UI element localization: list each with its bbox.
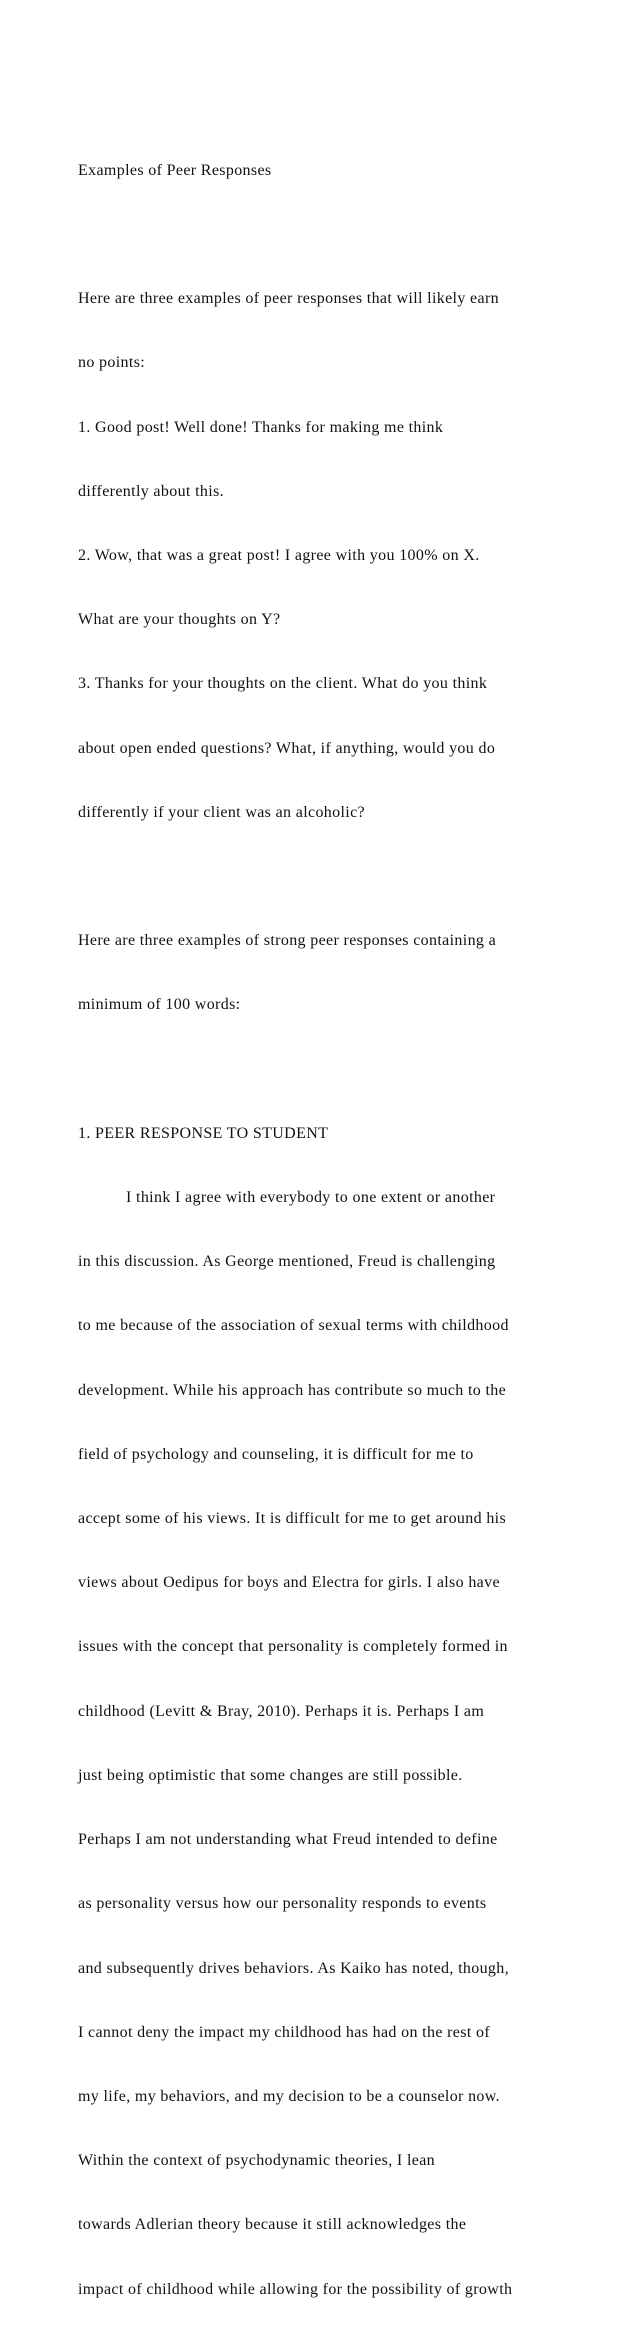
response-heading: 1. PEER RESPONSE TO STUDENT	[78, 1124, 329, 1142]
response-body-line-1: I think I agree with everybody to one extent or another	[126, 1189, 496, 1207]
response-body-line-5: field of psychology and counseling, it is difficult for me to	[78, 1445, 474, 1463]
response-body-line-15: my life, my behaviors, and my decision to be a counselor now.	[78, 2087, 500, 2105]
response-body-line-13: and subsequently drives behaviors. As Kaiko has noted, though,	[78, 1959, 509, 1977]
weak-example-1-line-2: differently about this.	[78, 482, 224, 500]
response-body-line-6: accept some of his views. It is difficult for me to get around his	[78, 1510, 507, 1528]
response-body-line-3: to me because of the association of sexual terms with childhood	[78, 1317, 509, 1335]
weak-example-3-line-3: differently if your client was an alcoholic?	[78, 803, 366, 821]
response-body-line-4: development. While his approach has contribute so much to the	[78, 1381, 507, 1399]
weak-example-3-line-2: about open ended questions? What, if anything, would you do	[78, 739, 496, 757]
document-body	[78, 117, 578, 2343]
response-body-line-14: I cannot deny the impact my childhood has had on the rest of	[78, 2023, 491, 2041]
response-body-line-7: views about Oedipus for boys and Electra for girls. I also have	[78, 1574, 500, 1592]
intro-strong-line-1: Here are three examples of strong peer responses containing a	[78, 932, 497, 950]
blank-line	[78, 866, 578, 887]
response-body-line-17: towards Adlerian theory because it still acknowledges the	[78, 2216, 467, 2234]
weak-example-3-line-1: 3. Thanks for your thoughts on the client. What do you think	[78, 675, 488, 693]
response-body-line-8: issues with the concept that personality is completely formed in	[78, 1638, 508, 1656]
weak-example-1-line-1: 1. Good post! Well done! Thanks for making me think	[78, 418, 444, 436]
document-title: Examples of Peer Responses	[78, 161, 272, 179]
intro-weak-line-2: no points:	[78, 354, 146, 372]
blank-line	[78, 1059, 578, 1080]
response-body-line-9: childhood (Levitt & Bray, 2010). Perhaps it is. Perhaps I am	[78, 1702, 485, 1720]
weak-example-2-line-1: 2. Wow, that was a great post! I agree with you 100% on X.	[78, 547, 480, 565]
weak-example-2-line-2: What are your thoughts on Y?	[78, 611, 281, 629]
response-body-line-11: Perhaps I am not understanding what Freud intended to define	[78, 1831, 498, 1849]
response-body-line-18: impact of childhood while allowing for the possibility of growth	[78, 2280, 513, 2298]
response-body-line-2: in this discussion. As George mentioned, Freud is challenging	[78, 1253, 496, 1271]
intro-weak-line-1: Here are three examples of peer responses that will likely earn	[78, 290, 499, 308]
response-body-line-10: just being optimistic that some changes are still possible.	[78, 1766, 463, 1784]
response-body-line-12: as personality versus how our personality responds to events	[78, 1895, 487, 1913]
intro-strong-line-2: minimum of 100 words:	[78, 996, 241, 1014]
response-body-line-16: Within the context of psychodynamic theories, I lean	[78, 2152, 436, 2170]
blank-line	[78, 224, 578, 245]
